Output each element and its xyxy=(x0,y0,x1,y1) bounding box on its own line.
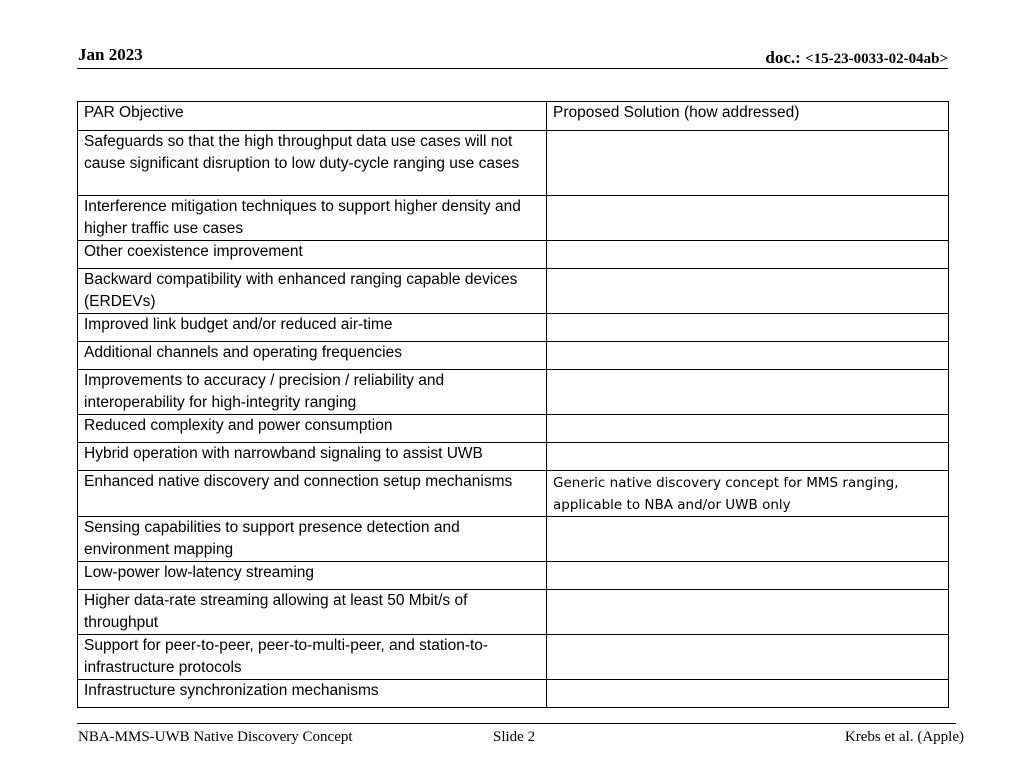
slide-number: Slide 2 xyxy=(493,729,536,745)
solution-cell xyxy=(547,562,949,590)
table-row xyxy=(78,370,949,415)
objective-cell: Improved link budget and/or reduced air-time xyxy=(78,314,547,342)
table-row xyxy=(78,415,949,443)
column-header-proposed-solution: Proposed Solution (how addressed) xyxy=(547,102,949,131)
solution-cell xyxy=(547,342,949,370)
solution-cell xyxy=(547,590,949,635)
solution-cell xyxy=(547,196,949,241)
solution-cell xyxy=(547,635,949,680)
objective-cell: Improvements to accuracy / precision / reliability and interoperability for high-integrity ranging xyxy=(78,370,547,415)
column-header-par-objective: PAR Objective xyxy=(78,102,547,131)
objective-cell: Higher data-rate streaming allowing at least 50 Mbit/s of throughput xyxy=(78,590,547,635)
table-row xyxy=(78,562,949,590)
solution-text: Generic native discovery concept for MMS ranging, applicable to NBA and/or UWB only xyxy=(553,475,899,513)
objective-cell: Backward compatibility with enhanced ranging capable devices (ERDEVs) xyxy=(78,269,547,314)
objective-cell: Support for peer-to-peer, peer-to-multi-peer, and station-to-infrastructure protocols xyxy=(78,635,547,680)
solution-cell xyxy=(547,314,949,342)
footer-author: Krebs et al. (Apple) xyxy=(844,729,964,745)
table-row xyxy=(78,131,949,196)
objective-cell: Low-power low-latency streaming xyxy=(78,562,547,590)
objective-cell: Sensing capabilities to support presence detection and environment mapping xyxy=(78,517,547,562)
table-row xyxy=(78,590,949,635)
solution-cell xyxy=(547,443,949,471)
doc-label: doc.: xyxy=(765,48,806,67)
objective-cell: Safeguards so that the high throughput data use cases will not cause significant disruption to low duty-cycle ranging use cases xyxy=(78,131,547,196)
header-date: Jan 2023 xyxy=(78,45,143,64)
table-row xyxy=(78,471,949,517)
solution-cell xyxy=(547,471,949,517)
table-row xyxy=(78,196,949,241)
table-row xyxy=(78,314,949,342)
solution-cell xyxy=(547,415,949,443)
solution-cell xyxy=(547,131,949,196)
doc-number-value: <15-23-0033-02-04ab> xyxy=(805,51,948,67)
solution-cell xyxy=(547,517,949,562)
solution-cell xyxy=(547,241,949,269)
footer-divider xyxy=(77,723,956,724)
objective-cell: Enhanced native discovery and connection setup mechanisms xyxy=(78,471,547,517)
document-number xyxy=(765,47,948,70)
table-row xyxy=(78,517,949,562)
footer-title: NBA-MMS-UWB Native Discovery Concept xyxy=(78,729,353,745)
objective-cell: Additional channels and operating frequencies xyxy=(78,342,547,370)
objective-cell: Other coexistence improvement xyxy=(78,241,547,269)
table-row xyxy=(78,342,949,370)
objective-cell: Hybrid operation with narrowband signaling to assist UWB xyxy=(78,443,547,471)
objective-cell: Interference mitigation techniques to support higher density and higher traffic use cases xyxy=(78,196,547,241)
table-row xyxy=(78,680,949,708)
table-row xyxy=(78,635,949,680)
solution-cell xyxy=(547,680,949,708)
solution-cell xyxy=(547,269,949,314)
table-header-row xyxy=(78,102,949,131)
solution-cell xyxy=(547,370,949,415)
par-objectives-table xyxy=(77,101,949,708)
table-row xyxy=(78,443,949,471)
table-row xyxy=(78,269,949,314)
objective-cell: Reduced complexity and power consumption xyxy=(78,415,547,443)
table-row xyxy=(78,241,949,269)
objective-cell: Infrastructure synchronization mechanisms xyxy=(78,680,547,708)
header-divider xyxy=(77,68,948,69)
